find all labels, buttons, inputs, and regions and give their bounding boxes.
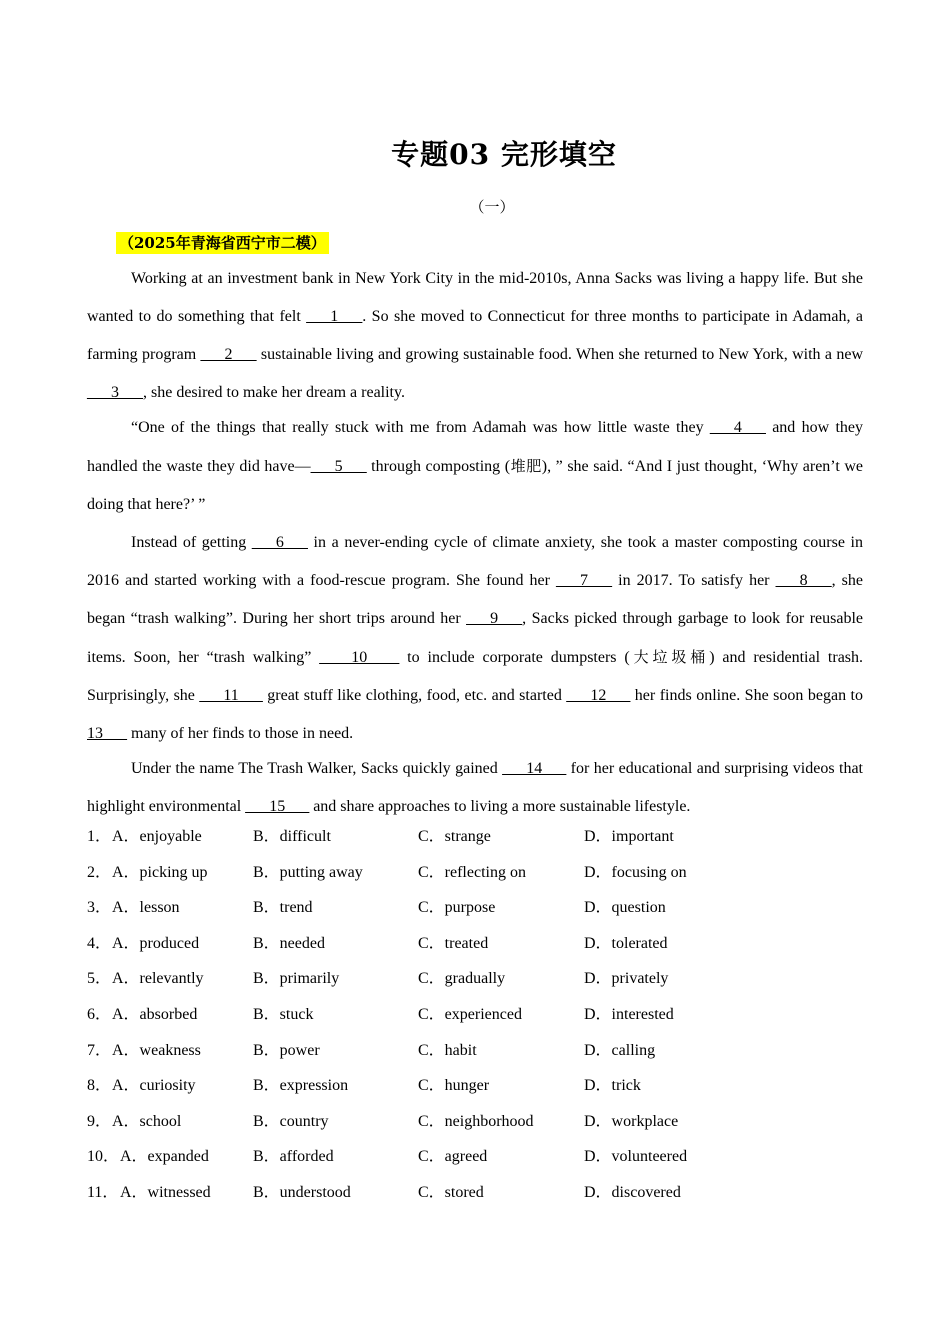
question-row: [87, 961, 867, 997]
gloss-compost: 堆肥: [510, 457, 542, 475]
option-c: C．purpose: [418, 899, 496, 917]
source-highlight: （2025年青海省西宁市二模）: [116, 232, 329, 254]
option-a: A．weakness: [112, 1041, 201, 1059]
question-number: 1．: [87, 828, 112, 845]
option-d: D．important: [584, 828, 674, 845]
question-row: [87, 1139, 867, 1175]
option-a: A．expanded: [120, 1148, 209, 1166]
passage-text: her finds online. She soon began to: [630, 687, 863, 704]
section-heading: （一）: [469, 198, 515, 216]
gloss-dumpsters: 大垃圾桶: [629, 648, 710, 666]
blank-7: ___7___: [556, 572, 613, 589]
question-row: [87, 819, 867, 855]
option-b: B．stuck: [253, 1005, 314, 1023]
question-number: 9．: [87, 1112, 112, 1130]
question-number: 11．: [87, 1183, 119, 1201]
blank-11: ___11___: [199, 687, 263, 704]
option-b: B．power: [253, 1041, 320, 1059]
passage-text: , she desired to make her dream a reality.: [143, 384, 405, 401]
question-number: 5．: [87, 970, 112, 988]
option-c: C．hunger: [418, 1077, 490, 1095]
question-row: [87, 1033, 867, 1069]
blank-13: 13___: [87, 725, 127, 742]
option-a: A．enjoyable: [112, 828, 202, 845]
blank-2: ___2___: [200, 346, 257, 363]
passage-text: through composting (: [366, 458, 511, 475]
passage-text: ), ” she said. “And I just thought, ‘Why aren’t we doing that here?’ ”: [87, 458, 863, 513]
option-a: A．lesson: [112, 899, 180, 917]
option-c: C．stored: [418, 1183, 484, 1201]
question-row: [87, 855, 867, 891]
blank-10: ____10____: [319, 649, 400, 666]
cloze-passage: [87, 260, 863, 826]
paragraph-2: [87, 409, 863, 524]
passage-text: Under the name The Trash Walker, Sacks quickly gained: [131, 760, 503, 777]
passage-text: in 2017. To satisfy her: [612, 572, 776, 589]
option-b: B．primarily: [253, 970, 340, 988]
option-c: C．habit: [418, 1041, 477, 1059]
question-row: [87, 890, 867, 926]
option-c: C．reflecting on: [418, 863, 526, 881]
option-b: B．country: [253, 1112, 329, 1130]
passage-text: for her educational and surprising videos that highlight environmental: [87, 760, 863, 815]
option-a: A．absorbed: [112, 1005, 198, 1023]
option-a: A．relevantly: [112, 970, 204, 988]
blank-9: ___9___: [466, 610, 523, 627]
option-d: D．workplace: [584, 1112, 679, 1130]
option-b: B．putting away: [253, 863, 363, 881]
question-row: [87, 1104, 867, 1140]
option-c: C．strange: [418, 828, 491, 845]
blank-12: ___12___: [566, 687, 631, 704]
option-b: B．difficult: [253, 828, 331, 845]
option-b: B．trend: [253, 899, 313, 917]
passage-text: Working at an investment bank in New York City in the mid-2010s, Anna Sacks was living a happy life. But she wanted to do something that felt: [87, 270, 863, 325]
blank-3: ___3___: [87, 384, 143, 401]
blank-6: ___6___: [251, 534, 308, 551]
option-a: A．produced: [112, 934, 200, 952]
passage-text: and how they handled the waste they did have—: [87, 419, 864, 475]
passage-text: and share approaches to living a more sustainable lifestyle.: [309, 798, 691, 815]
page-title: 专题03 完形填空: [391, 138, 617, 171]
paragraph-3: [87, 524, 863, 753]
question-row: [87, 926, 867, 962]
option-d: D．discovered: [584, 1183, 681, 1201]
option-c: C．experienced: [418, 1005, 522, 1023]
question-number: 10．: [87, 1148, 120, 1166]
option-c: C．neighborhood: [418, 1112, 534, 1130]
blank-5: ___5___: [310, 458, 367, 475]
passage-text: , she began “trash walking”. During her short trips around her: [87, 572, 863, 627]
question-number: 6．: [87, 1005, 112, 1023]
paragraph-4: [87, 750, 863, 826]
passage-text: “One of the things that really stuck with me from Adamah was how little waste they: [131, 419, 710, 436]
question-number: 3．: [87, 899, 112, 917]
question-number: 8．: [87, 1077, 112, 1095]
question-number: 4．: [87, 934, 112, 952]
option-b: B．understood: [253, 1183, 351, 1201]
option-c: C．treated: [418, 934, 489, 952]
blank-4: ___4___: [709, 419, 766, 436]
option-d: D．interested: [584, 1005, 674, 1023]
passage-text: great stuff like clothing, food, etc. and started: [262, 687, 567, 704]
option-b: B．expression: [253, 1077, 349, 1095]
question-number: 2．: [87, 863, 112, 881]
question-row: [87, 997, 867, 1033]
option-d: D．volunteered: [584, 1148, 688, 1166]
option-b: B．afforded: [253, 1148, 334, 1166]
paragraph-1: [87, 260, 863, 412]
option-d: D．tolerated: [584, 934, 668, 952]
option-d: D．question: [584, 899, 666, 917]
question-row: [87, 1175, 867, 1211]
blank-15: ___15___: [245, 798, 310, 815]
option-c: C．agreed: [418, 1148, 488, 1166]
option-a: A．school: [112, 1112, 182, 1130]
option-c: C．gradually: [418, 970, 506, 988]
blank-14: ___14___: [502, 760, 567, 777]
passage-text: , Sacks picked through garbage to look for reusable items. Soon, her “trash walking”: [87, 610, 864, 666]
passage-text: many of her finds to those in need.: [127, 725, 354, 742]
passage-text: . So she moved to Connecticut for three months to participate in Adamah, a farming program: [87, 308, 864, 363]
question-row: [87, 1068, 867, 1104]
option-d: D．focusing on: [584, 863, 687, 881]
passage-text: ) and residential trash. Surprisingly, she: [87, 649, 864, 704]
option-d: D．privately: [584, 970, 669, 988]
question-number: 7．: [87, 1041, 112, 1059]
option-a: A．picking up: [112, 863, 208, 881]
passage-text: to include corporate dumpsters (: [399, 649, 630, 666]
blank-8: ___8___: [775, 572, 832, 589]
blank-1: ___1___: [306, 308, 363, 325]
option-d: D．trick: [584, 1077, 641, 1095]
answer-options: [87, 819, 867, 1211]
option-d: D．calling: [584, 1041, 656, 1059]
passage-text: Instead of getting: [131, 534, 252, 551]
option-a: A．curiosity: [112, 1077, 196, 1095]
option-a: A．witnessed: [120, 1183, 211, 1201]
passage-text: in a never-ending cycle of climate anxiety, she took a master composting course in 2016 and started working with a food-rescue program. She found her: [87, 534, 863, 589]
passage-text: sustainable living and growing sustainable food. When she returned to New York, with a new: [256, 346, 863, 363]
option-b: B．needed: [253, 934, 325, 952]
